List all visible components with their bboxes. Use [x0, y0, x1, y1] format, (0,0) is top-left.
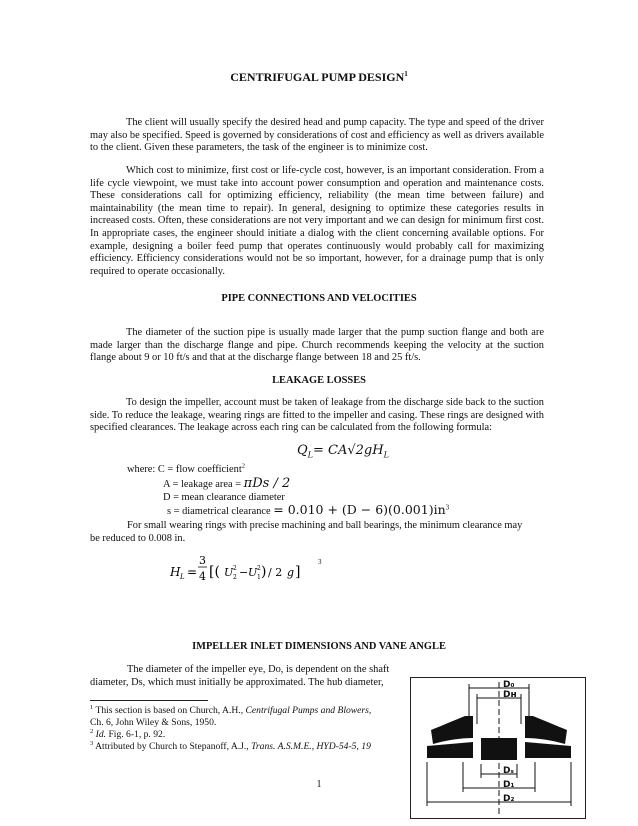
label-dh: Dʜ	[503, 690, 517, 700]
small-rings-line-1: For small wearing rings with precise machining and ball bearings, the minimum clearance may	[127, 520, 523, 531]
pipe-paragraph	[90, 327, 544, 365]
area-line	[163, 478, 290, 492]
title-footnote-mark: 1	[404, 70, 408, 78]
head-loss-formula	[168, 550, 308, 590]
svg-text:[(: [(	[209, 564, 220, 580]
svg-text:): )	[261, 564, 267, 580]
head-loss-footnote-mark: 3	[318, 558, 322, 566]
footnote-rule	[90, 700, 208, 701]
leakage-formula: $Q_L= CA√2gH_L$	[297, 443, 389, 460]
svg-text:2: 2	[233, 565, 237, 572]
impeller-line-1: The diameter of the impeller eye, Do, is dependent on the shaft	[127, 664, 390, 675]
svg-text:2: 2	[257, 565, 261, 572]
svg-text:4: 4	[199, 570, 206, 583]
svg-text:U: U	[248, 566, 258, 579]
svg-text:]: ]	[295, 564, 301, 580]
footnote-1-italic: Centrifugal Pumps and Blowers,	[245, 705, 372, 716]
intro-paragraph-1	[90, 117, 544, 155]
page-number: 1	[316, 779, 322, 790]
footnote-2	[90, 729, 410, 741]
svg-text:1: 1	[257, 574, 261, 581]
intro-paragraph-2	[90, 165, 544, 278]
footnote-3-italic: Trans. A.S.M.E., HYD-54-5, 19	[251, 741, 371, 752]
area-formula: πDs / 2	[243, 476, 291, 491]
svg-text:H: H	[170, 565, 181, 579]
D-line: D = mean clearance diameter	[163, 492, 285, 503]
impeller-figure	[410, 677, 586, 819]
footnote-1	[90, 705, 410, 717]
footnote-3-text: Attributed by Church to Stepanoff, A.J.,	[95, 741, 252, 752]
section-heading-pipe: PIPE CONNECTIONS AND VELOCITIES	[221, 293, 417, 304]
leakage-paragraph	[90, 397, 544, 435]
footnote-3	[90, 741, 410, 753]
where-flow-coefficient: where: C = flow coefficient	[127, 464, 242, 475]
title-text: CENTRIFUGAL PUMP DESIGN	[230, 70, 405, 84]
svg-text:=: =	[187, 565, 198, 579]
impeller-drawing	[411, 678, 585, 818]
label-d1: D₁	[503, 780, 515, 790]
leakage-formula-rhs: = CA√2gH	[312, 443, 384, 458]
leakage-paragraph-text: To design the impeller, account must be taken of leakage from the discharge side back to the suction side. To reduce the leakage, wearing rings are fitted to the impeller and casing. These rings are designed with specified clearances. The leakage across each ring can be calculated from the following formula:	[90, 397, 544, 434]
label-d2: D₂	[503, 794, 515, 804]
footnote-2-text: Fig. 6-1, p. 92.	[106, 729, 166, 740]
svg-text:L: L	[180, 573, 185, 581]
label-ds: Dₛ	[503, 766, 514, 776]
impeller-line-2: diameter, Ds, which must initially be approximated. The hub diameter,	[90, 677, 384, 688]
where-line	[127, 464, 245, 477]
svg-text:g: g	[287, 566, 295, 579]
section-heading-leakage: LEAKAGE LOSSES	[272, 375, 366, 386]
pipe-paragraph-text: The diameter of the suction pipe is usually made larger that the pump suction flange and both are made larger than the discharge flange and pipe. Church recommends keeping the velocity at the suction flange about 9 or 10 ft/s and that at the discharge flange between 18 and 25 ft/s.	[90, 327, 544, 364]
svg-text:3: 3	[199, 554, 206, 567]
svg-text:/ 2: / 2	[268, 566, 283, 579]
footnote-2-mark: 2	[90, 729, 94, 735]
label-d0: D₀	[503, 680, 515, 690]
s-footnote-mark: 3	[445, 503, 450, 512]
intro-paragraph-2-text: Which cost to minimize, first cost or life-cycle cost, however, is an important consideration. From a life cycle viewpoint, we must take into account power consumption and operation and maintenance costs. These considerations call for optimizing efficiency, reliability (the mean time between failure) and maintainability (the mean time to repair). In general, designing to optimize these categories results in increased costs. Often, these considerations are not very important and we can design for minimum first cost. In appropriate cases, the engineer should initiate a dialog with the client concerning available options. For example, designing a boiler feed pump that operates continuously would probably call for maximizing efficiency. Efficiency considerations would not be so important, however, for a drainage pump that is only required to operate occasionally.	[90, 165, 544, 277]
area-label: A = leakage area =	[163, 479, 244, 490]
footnote-3-mark: 3	[90, 741, 94, 747]
footnote-2-italic: Id.	[95, 729, 107, 740]
small-rings-line-2: be reduced to 0.008 in.	[90, 533, 186, 544]
svg-text:2: 2	[233, 574, 237, 581]
footnote-1-cont: Ch. 6, John Wiley & Sons, 1950.	[90, 717, 217, 728]
svg-text:−: −	[239, 566, 249, 579]
page-title	[0, 71, 638, 84]
section-heading-impeller: IMPELLER INLET DIMENSIONS AND VANE ANGLE	[192, 641, 446, 652]
svg-text:U: U	[224, 566, 234, 579]
s-label: s = diametrical clearance	[167, 506, 274, 517]
where-footnote-mark: 2	[241, 462, 245, 470]
footnote-1-text: This section is based on Church, A.H.,	[95, 705, 246, 716]
s-line	[167, 504, 449, 519]
s-formula: = 0.010 + (D − 6)(0.001)in	[273, 502, 446, 517]
intro-paragraph-1-text: The client will usually specify the desired head and pump capacity. The type and speed of the driver may also be specified. Speed is governed by considerations of cost and efficiency as well as drivers available to the client. Given these parameters, the task of the engineer is to minimize cost.	[90, 117, 544, 154]
footnote-1-mark: 1	[90, 705, 94, 711]
